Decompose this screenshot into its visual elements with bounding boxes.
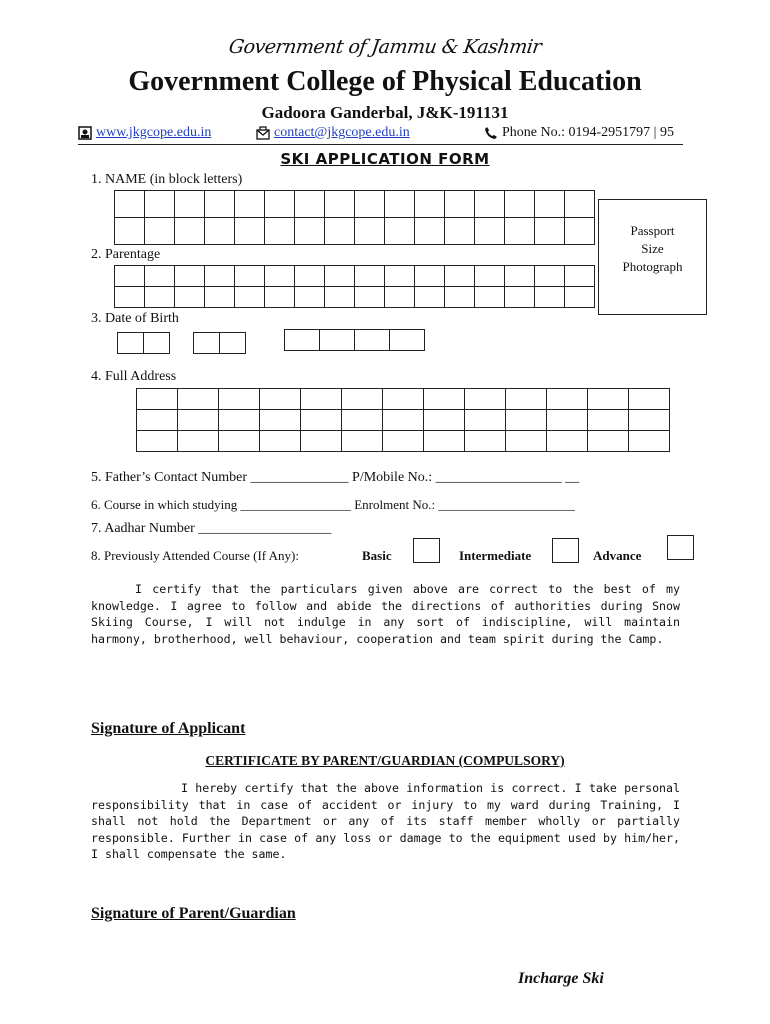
- grid-cell[interactable]: [219, 431, 260, 452]
- incharge-signature: Incharge Ski: [518, 970, 604, 987]
- grid-cell[interactable]: [137, 410, 178, 431]
- grid-cell[interactable]: [415, 287, 445, 308]
- grid-cell[interactable]: [355, 287, 385, 308]
- grid-cell[interactable]: [145, 266, 175, 287]
- grid-cell[interactable]: [265, 191, 295, 218]
- grid-cell[interactable]: [260, 410, 301, 431]
- grid-cell[interactable]: [175, 218, 205, 245]
- grid-cell[interactable]: [260, 389, 301, 410]
- grid-cell[interactable]: [629, 410, 670, 431]
- grid-cell[interactable]: [342, 389, 383, 410]
- photo-line-3: Photograph: [622, 259, 683, 274]
- grid-cell[interactable]: [355, 218, 385, 245]
- grid-cell[interactable]: [355, 266, 385, 287]
- grid-cell[interactable]: [445, 287, 475, 308]
- web-icon: [78, 126, 92, 140]
- grid-cell[interactable]: [424, 431, 465, 452]
- grid-cell[interactable]: [505, 287, 535, 308]
- grid-cell[interactable]: [445, 191, 475, 218]
- grid-cell[interactable]: [565, 191, 595, 218]
- certificate-text: I hereby certify that the above information is correct. I take personal responsibility that in case of accident or injury to my ward during Training, I shall not hold the Department or any of its staff member wholly or partially responsible. Further in case of any loss or damage to the equipment used by him/her, I shall compensate the same.: [91, 781, 680, 862]
- grid-cell[interactable]: [385, 287, 415, 308]
- phone-icon: [484, 126, 498, 140]
- aadhar-line[interactable]: 7. Aadhar Number ___________________: [91, 521, 332, 536]
- father-contact-line[interactable]: 5. Father’s Contact Number ______________ P/Mobile No.: __________________ __: [91, 470, 580, 485]
- grid-cell[interactable]: [178, 431, 219, 452]
- grid-cell[interactable]: [194, 333, 220, 354]
- grid-cell[interactable]: [465, 431, 506, 452]
- grid-cell[interactable]: [205, 218, 235, 245]
- grid-cell[interactable]: [137, 389, 178, 410]
- email-link[interactable]: contact@jkgcope.edu.in: [274, 125, 410, 140]
- grid-cell[interactable]: [342, 431, 383, 452]
- intermediate-checkbox[interactable]: [552, 538, 579, 563]
- grid-cell[interactable]: [424, 389, 465, 410]
- parent-signature-label: Signature of Parent/Guardian: [91, 905, 296, 922]
- grid-cell[interactable]: [115, 191, 145, 218]
- parentage-label: 2. Parentage: [91, 247, 161, 262]
- government-line: Government of Jammu & Kashmir: [227, 36, 543, 58]
- grid-cell[interactable]: [475, 266, 505, 287]
- advance-checkbox[interactable]: [667, 535, 694, 560]
- grid-cell[interactable]: [475, 287, 505, 308]
- grid-cell[interactable]: [260, 431, 301, 452]
- grid-cell[interactable]: [505, 191, 535, 218]
- grid-cell[interactable]: [295, 287, 325, 308]
- grid-cell[interactable]: [506, 431, 547, 452]
- grid-cell[interactable]: [235, 191, 265, 218]
- grid-cell[interactable]: [295, 266, 325, 287]
- grid-cell[interactable]: [295, 191, 325, 218]
- grid-cell[interactable]: [445, 266, 475, 287]
- option-basic-label: Basic: [362, 548, 392, 563]
- grid-cell[interactable]: [547, 431, 588, 452]
- grid-cell[interactable]: [145, 191, 175, 218]
- form-title: SKI APPLICATION FORM: [280, 150, 490, 168]
- grid-cell[interactable]: [265, 287, 295, 308]
- grid-cell[interactable]: [565, 218, 595, 245]
- dob-label: 3. Date of Birth: [91, 311, 179, 326]
- email-icon: [256, 126, 270, 140]
- college-name: Government College of Physical Education: [128, 66, 642, 97]
- website-link[interactable]: www.jkgcope.edu.in: [96, 125, 212, 140]
- grid-cell[interactable]: [629, 431, 670, 452]
- address-label: 4. Full Address: [91, 369, 177, 384]
- grid-cell[interactable]: [547, 410, 588, 431]
- photo-line-1: Passport: [630, 223, 675, 238]
- grid-cell[interactable]: [505, 218, 535, 245]
- grid-cell[interactable]: [629, 389, 670, 410]
- option-intermediate-label: Intermediate: [459, 548, 532, 563]
- grid-cell[interactable]: [383, 389, 424, 410]
- grid-cell[interactable]: [301, 389, 342, 410]
- grid-cell[interactable]: [205, 287, 235, 308]
- dob-year-grid[interactable]: [284, 329, 425, 351]
- grid-cell[interactable]: [235, 287, 265, 308]
- grid-cell[interactable]: [506, 389, 547, 410]
- declaration-text: I certify that the particulars given above are correct to the best of my knowledge. I agree to follow and abide the directions of authorities during Snow Skiing Course, I will not indulge in any sort of indiscipline, will maintain harmony, brotherhood, well behaviour, cooperation and team spirit during the Camp.: [91, 582, 680, 646]
- grid-cell[interactable]: [565, 287, 595, 308]
- grid-cell[interactable]: [465, 410, 506, 431]
- grid-cell[interactable]: [301, 410, 342, 431]
- prev-course-label: 8. Previously Attended Course (If Any):: [91, 548, 299, 563]
- grid-cell[interactable]: [178, 389, 219, 410]
- grid-cell[interactable]: [588, 389, 629, 410]
- grid-cell[interactable]: [325, 287, 355, 308]
- grid-cell[interactable]: [342, 410, 383, 431]
- grid-cell[interactable]: [355, 330, 390, 351]
- grid-cell[interactable]: [205, 266, 235, 287]
- name-grid[interactable]: [114, 190, 595, 245]
- certificate-title: CERTIFICATE BY PARENT/GUARDIAN (COMPULSORY): [205, 753, 565, 768]
- grid-cell[interactable]: [506, 410, 547, 431]
- grid-cell[interactable]: [547, 389, 588, 410]
- grid-cell[interactable]: [118, 333, 144, 354]
- grid-cell[interactable]: [475, 218, 505, 245]
- grid-cell[interactable]: [565, 266, 595, 287]
- grid-cell[interactable]: [588, 431, 629, 452]
- grid-cell[interactable]: [535, 266, 565, 287]
- grid-cell[interactable]: [115, 287, 145, 308]
- grid-cell[interactable]: [320, 330, 355, 351]
- grid-cell[interactable]: [220, 333, 246, 354]
- grid-cell[interactable]: [175, 191, 205, 218]
- dob-month-grid[interactable]: [193, 332, 246, 354]
- grid-cell[interactable]: [265, 218, 295, 245]
- contact-row: [78, 124, 683, 145]
- grid-cell[interactable]: [505, 266, 535, 287]
- grid-cell[interactable]: [424, 410, 465, 431]
- grid-cell[interactable]: [265, 266, 295, 287]
- grid-cell[interactable]: [415, 266, 445, 287]
- grid-cell[interactable]: [235, 218, 265, 245]
- grid-cell[interactable]: [301, 431, 342, 452]
- grid-cell[interactable]: [175, 266, 205, 287]
- grid-cell[interactable]: [445, 218, 475, 245]
- grid-cell[interactable]: [145, 218, 175, 245]
- grid-cell[interactable]: [475, 191, 505, 218]
- college-address: Gadoora Ganderbal, J&K-191131: [261, 103, 509, 122]
- grid-cell[interactable]: [285, 330, 320, 351]
- grid-cell[interactable]: [385, 266, 415, 287]
- grid-cell[interactable]: [355, 191, 385, 218]
- address-grid[interactable]: [136, 388, 670, 452]
- grid-cell[interactable]: [383, 410, 424, 431]
- grid-cell[interactable]: [383, 431, 424, 452]
- option-advance-label: Advance: [593, 548, 642, 563]
- course-line[interactable]: 6. Course in which studying _________________ Enrolment No.: _____________________: [91, 497, 575, 512]
- applicant-signature-label: Signature of Applicant: [91, 720, 246, 737]
- grid-cell[interactable]: [535, 287, 565, 308]
- basic-checkbox[interactable]: [413, 538, 440, 563]
- grid-cell[interactable]: [115, 266, 145, 287]
- grid-cell[interactable]: [390, 330, 425, 351]
- grid-cell[interactable]: [415, 218, 445, 245]
- grid-cell[interactable]: [137, 431, 178, 452]
- grid-cell[interactable]: [205, 191, 235, 218]
- grid-cell[interactable]: [465, 389, 506, 410]
- dob-day-grid[interactable]: [117, 332, 170, 354]
- grid-cell[interactable]: [325, 218, 355, 245]
- grid-cell[interactable]: [235, 266, 265, 287]
- grid-cell[interactable]: [535, 218, 565, 245]
- grid-cell[interactable]: [325, 191, 355, 218]
- name-label: 1. NAME (in block letters): [91, 172, 243, 187]
- passport-photo-box: [598, 199, 707, 315]
- grid-cell[interactable]: [144, 333, 170, 354]
- grid-cell[interactable]: [115, 218, 145, 245]
- grid-cell[interactable]: [145, 287, 175, 308]
- grid-cell[interactable]: [325, 266, 355, 287]
- grid-cell[interactable]: [415, 191, 445, 218]
- phone-number: Phone No.: 0194-2951797 | 95: [502, 125, 674, 140]
- grid-cell[interactable]: [385, 191, 415, 218]
- grid-cell[interactable]: [295, 218, 325, 245]
- grid-cell[interactable]: [535, 191, 565, 218]
- grid-cell[interactable]: [385, 218, 415, 245]
- grid-cell[interactable]: [588, 410, 629, 431]
- grid-cell[interactable]: [219, 410, 260, 431]
- grid-cell[interactable]: [219, 389, 260, 410]
- photo-line-2: Size: [641, 241, 664, 256]
- grid-cell[interactable]: [178, 410, 219, 431]
- parentage-grid[interactable]: [114, 265, 595, 308]
- grid-cell[interactable]: [175, 287, 205, 308]
